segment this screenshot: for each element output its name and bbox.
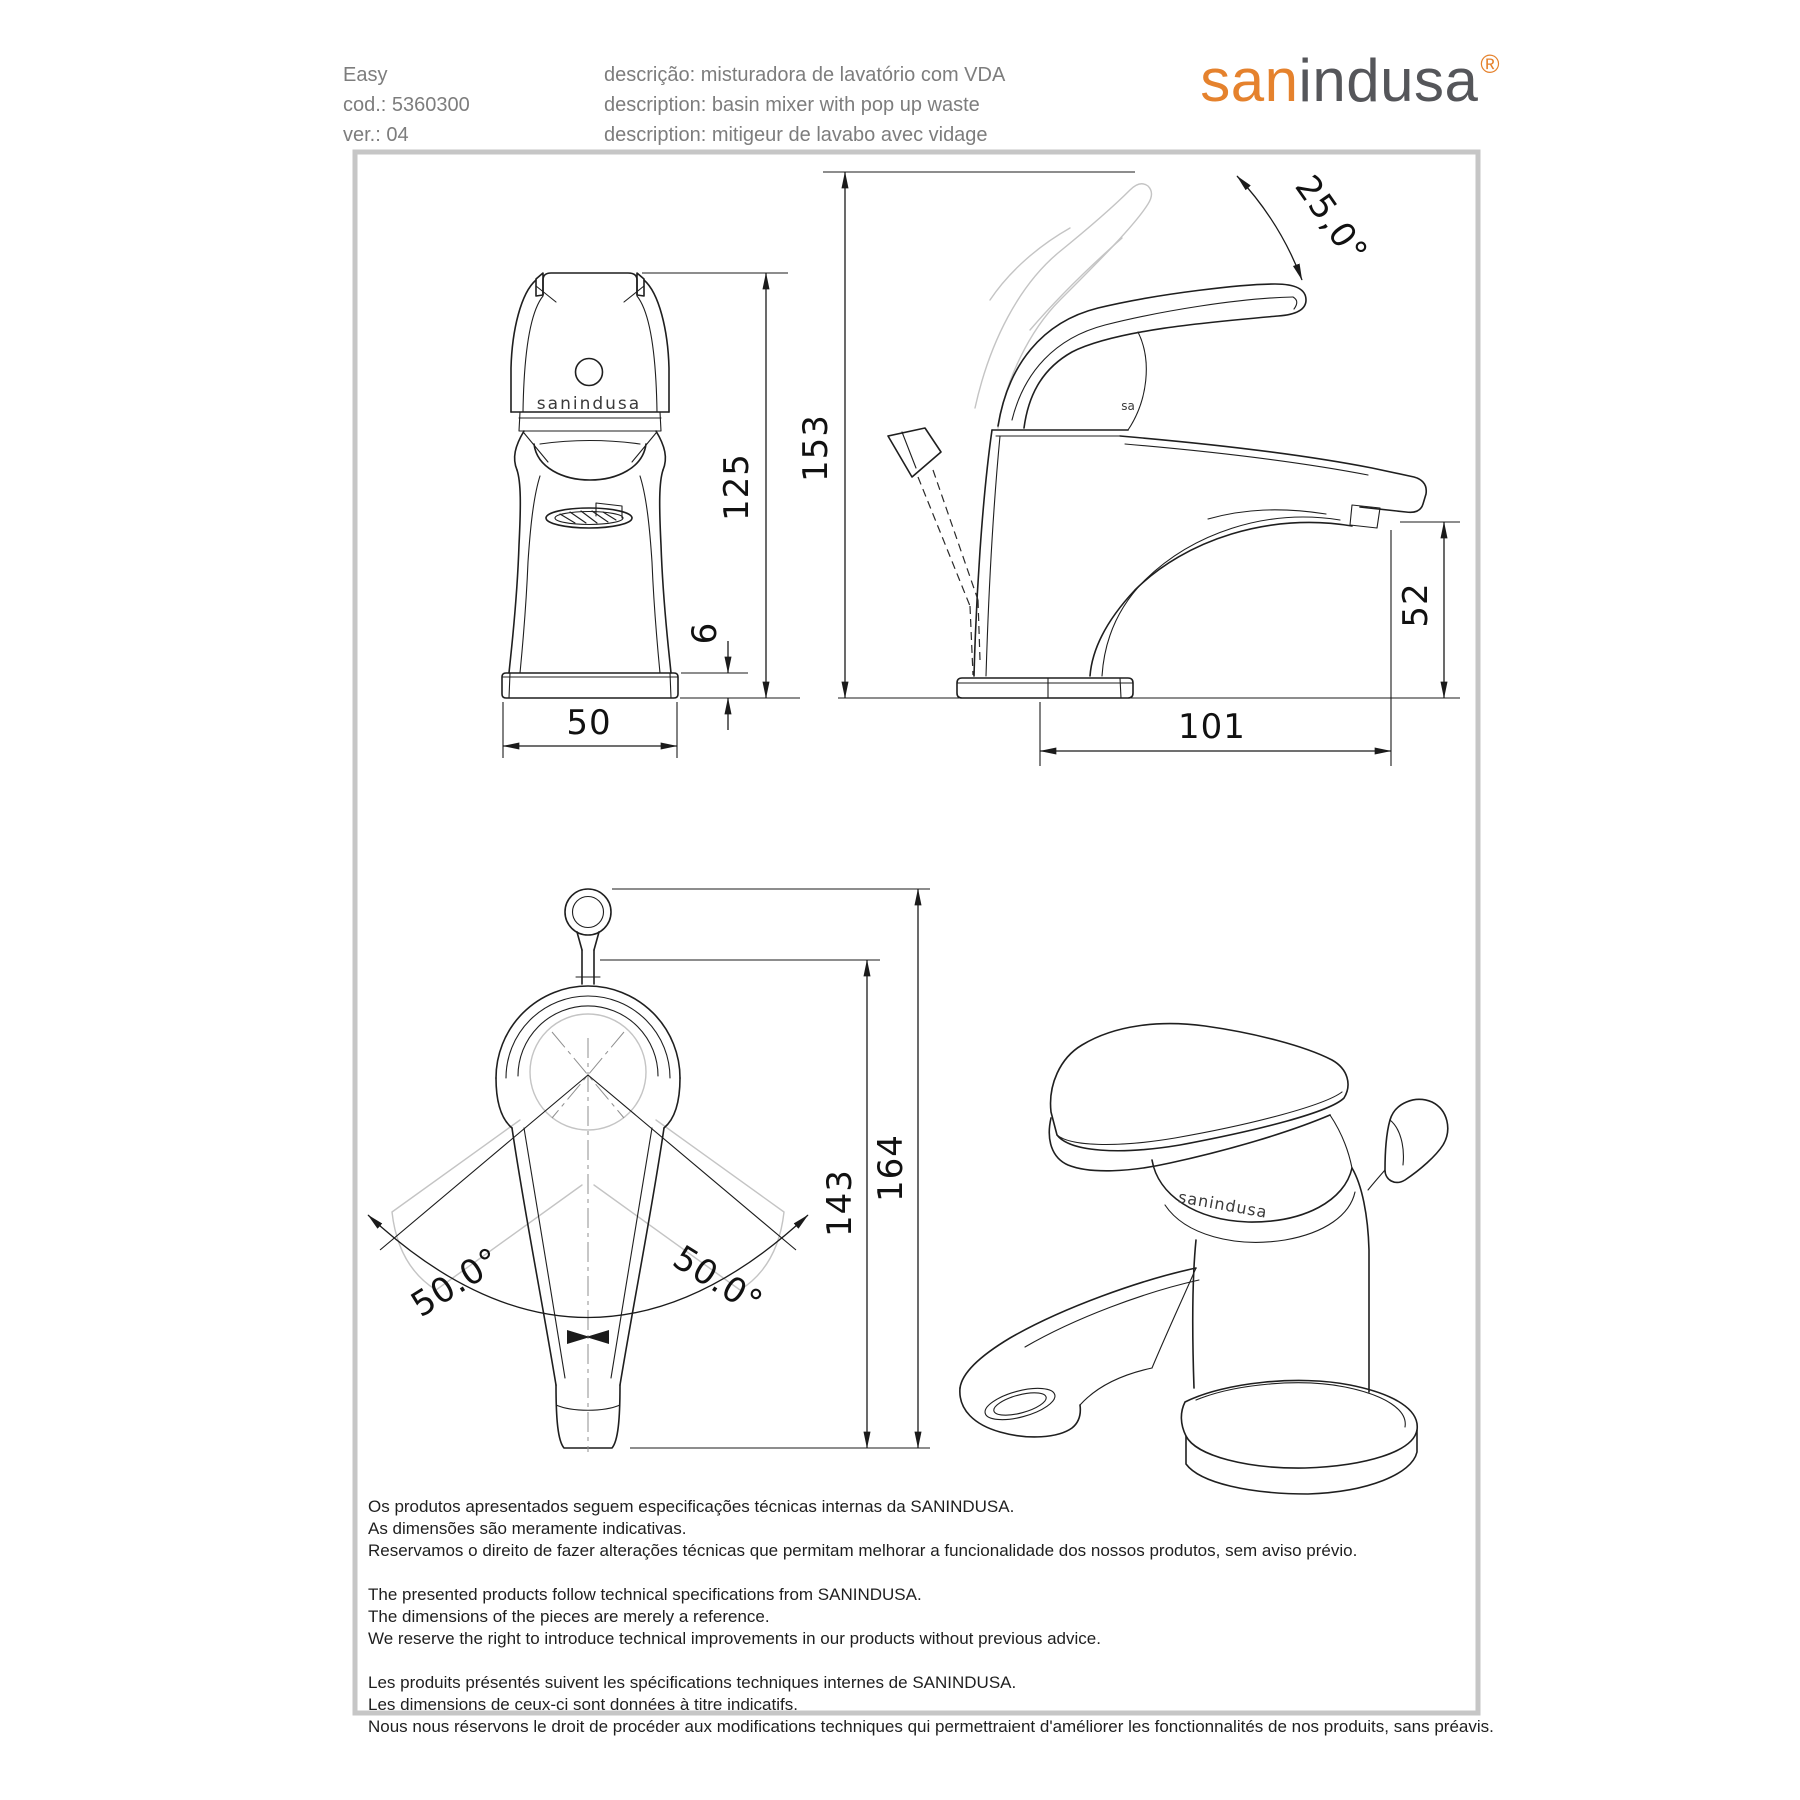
dim-side-depth-label: 101 xyxy=(1178,707,1246,747)
dim-top-rod-label: 164 xyxy=(871,1134,911,1202)
footer-disclaimer xyxy=(368,1496,1494,1760)
description-fr: description: mitigeur de lavabo avec vidage xyxy=(604,124,988,146)
side-view-dimensions xyxy=(796,168,1460,766)
top-view xyxy=(368,889,808,1452)
footer-en-line2: The dimensions of the pieces are merely a reference. xyxy=(368,1607,770,1626)
footer-en-line1: The presented products follow technical specifications from SANINDUSA. xyxy=(368,1585,922,1604)
logo-text-san: san xyxy=(1200,47,1299,114)
dim-front-height-label: 125 xyxy=(717,453,757,521)
product-name: Easy xyxy=(343,64,388,86)
side-engraving: sa xyxy=(1121,399,1135,413)
dim-lever-angle-label: 25,0° xyxy=(1286,168,1376,272)
product-code: cod.: 5360300 xyxy=(343,94,470,116)
top-view-dimensions xyxy=(600,889,930,1448)
dim-top-body-label: 143 xyxy=(820,1169,860,1237)
isometric-view xyxy=(960,1024,1448,1494)
footer-pt-block xyxy=(368,1496,1468,1562)
dim-front-base-label: 6 xyxy=(685,621,725,645)
dim-spout-height-label: 52 xyxy=(1396,582,1436,628)
logo-text-indusa: indusa xyxy=(1298,47,1479,114)
front-engraving: sanindusa xyxy=(536,394,642,414)
dim-side-height-label: 153 xyxy=(796,414,836,482)
dim-swivel-right-label: 50.0° xyxy=(665,1237,770,1324)
product-version: ver.: 04 xyxy=(343,124,409,146)
footer-fr-line3: Nous nous réservons le droit de procéder aux modifications techniques qui permettraient d'améliorer les fonctionnalités de nos produits, sans préavis. xyxy=(368,1717,1494,1736)
footer-pt-line3: Reservamos o direito de fazer alterações técnicas que permitam melhorar a funcionalidade dos nossos produtos, sem aviso prévio. xyxy=(368,1541,1358,1560)
footer-fr-line1: Les produits présentés suivent les spécifications techniques internes de SANINDUSA. xyxy=(368,1673,1017,1692)
footer-en-block xyxy=(368,1584,1468,1650)
registered-trademark-icon: ® xyxy=(1480,49,1500,79)
dim-front-width-label: 50 xyxy=(566,703,612,743)
front-view xyxy=(502,273,678,698)
footer-fr-line2: Les dimensions de ceux-ci sont données à titre indicatifs. xyxy=(368,1695,798,1714)
footer-fr-block xyxy=(368,1672,1494,1738)
footer-pt-line2: As dimensões são meramente indicativas. xyxy=(368,1519,687,1538)
footer-en-line3: We reserve the right to introduce technical improvements in our products without previous advice. xyxy=(368,1629,1101,1648)
description-en: description: basin mixer with pop up waste xyxy=(604,94,980,116)
description-pt: descrição: misturadora de lavatório com VDA xyxy=(604,64,1006,86)
footer-pt-line1: Os produtos apresentados seguem especificações técnicas internas da SANINDUSA. xyxy=(368,1497,1015,1516)
dim-swivel-left-label: 50.0° xyxy=(404,1239,509,1326)
isometric-engraving: sanindusa xyxy=(1176,1187,1270,1222)
